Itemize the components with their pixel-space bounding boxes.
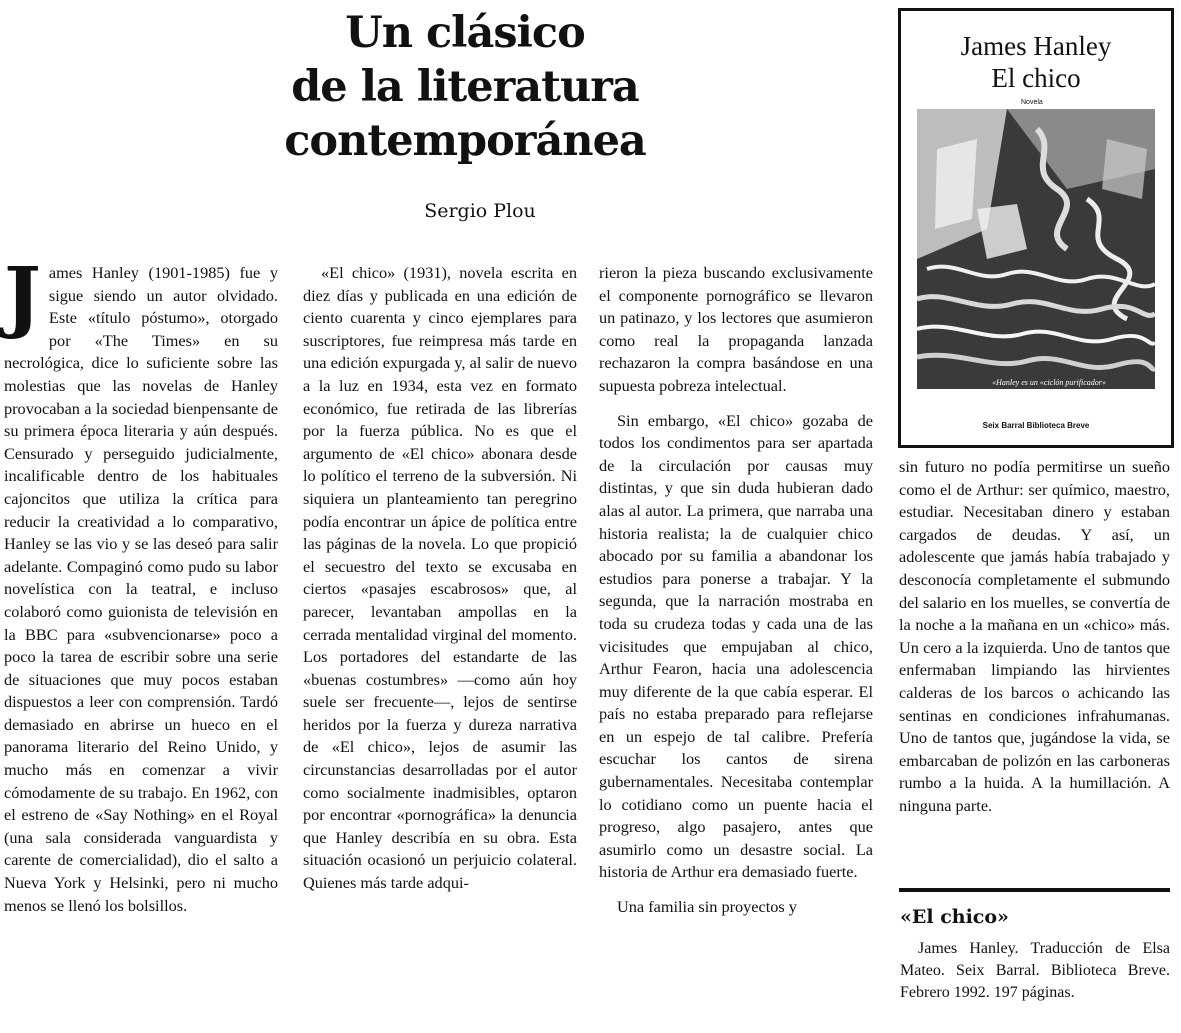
cover-quote	[949, 377, 1149, 398]
info-box-title: «El chico»	[900, 906, 1009, 928]
cover-publisher: Seix Barral Biblioteca Breve	[982, 421, 1090, 430]
article-column-3	[599, 262, 873, 919]
cover-illustration	[917, 109, 1155, 389]
article-paragraph: rieron la pieza buscando exclusivamente el componente pornográfico se llevaron un patinazo, y los lectores que asumieron como real la propaganda lanzada rechazaron la compra basándose en una supuesta pobreza intelectual.	[599, 263, 873, 395]
article-column-4	[899, 456, 1170, 818]
headline-line-2: de la literatura	[291, 62, 639, 112]
cover-author: James Hanley	[960, 31, 1112, 61]
article-paragraph	[4, 251, 278, 917]
article-paragraph: «El chico» (1931), novela escrita en diez días y publicada en una edición de ciento cuarenta y cinco ejemplares para suscriptores, fue reimpresa más tarde en una edición expurgada y, al salir de nuevo a la luz en 1934, esta vez en formato económico, fue retirada de las librerías por la fuerza pública. No es que el argumento de «El chico» abonara desde lo político el terreno de la subversión. Ni siquiera un planteamiento tan peregrino podía encontrar un ápice de política entre las páginas de la novela. Lo que propició el secuestro del texto se excusaba en ciertos «pasajes escabrosos» que, al parecer, levantaban ampollas en la cerrada mentalidad virginal del momento. Los portadores del estandarte de las «buenas costumbres» —como aún hoy suele ser frecuente—, lejos de sentirse heridos por la fuerza y dureza narrativa de «El chico», lejos de asumir las circunstancias desarrolladas por el autor como socialmente inadmisibles, optaron por encontrar «pornográfica» la denuncia que Hanley describía en su obra. Esta situación ocasionó un perjuicio colateral. Quienes más tarde adqui-	[303, 263, 577, 893]
info-box-rule	[899, 888, 1170, 892]
article-column-1	[4, 251, 278, 917]
headline-line-1: Un clásico	[345, 8, 585, 58]
cover-quote-text: «Hanley es un «ciclón purificador»	[992, 378, 1106, 387]
cover-quote-author: William Faulkner	[1020, 388, 1078, 397]
article-text: ames Hanley (1901-1985) fue y sigue siendo un autor olvidado. Este «título póstumo», otorgado por «The Times» en su necrológica, dice lo suficiente sobre las molestias que las novelas de Hanley provocaban a la sociedad bienpensante de su primera época literaria y aún después. Censurado y perseguido judicialmente, incalificable dentro de los habituales cajoncitos que utiliza la crítica para reducir la creatividad a lo comparativo, Hanley se las vio y se las deseó para salir adelante. Compaginó como pudo su labor novelística con la teatral, e incluso colaboró como guionista de televisión en la BBC para «subvencionarse» poco a poco la tarea de escribir sobre una serie de situaciones que muy pocos estaban dispuestos a leer con comprensión. Tardó demasiado en abrirse un hueco en el panorama literario del Reino Unido, y mucho más en comenzar a vivir cómodamente de su trabajo. En 1962, con el estreno de «Say Nothing» en el Royal (una sala considerada vanguardista y carente de comercialidad), dio el salto a Nueva York y Helsinki, pero ni mucho menos se llenó los bolsillos.	[4, 263, 278, 915]
article-paragraph: sin futuro no podía permitirse un sueño como el de Arthur: ser químico, maestro, estudiar. Necesitaban dinero y estaban cargados de deudas. Y así, un adolescente que jamás había trabajado y desconocía completamente el submundo del salario en los muelles, se convertía de la noche a la mañana en un «chico» más. Un cero a la izquierda. Uno de tantos que enfermaban limpiando las hirvientes calderas de los barcos o achicando las sentinas en condiciones infrahumanas. Uno de tantos que, jugándose la vida, se embarcaban de polizón en las carboneras rumbo a la huida. A la humillación. A ninguna parte.	[899, 457, 1170, 815]
cover-genre: Novela	[1021, 99, 1043, 106]
book-cover	[898, 8, 1174, 448]
headline	[240, 6, 690, 168]
byline: Sergio Plou	[424, 200, 536, 222]
article-paragraph: Una familia sin proyectos y	[617, 897, 797, 917]
cover-title: El chico	[991, 63, 1081, 93]
article-paragraph: Sin embargo, «El chico» gozaba de todos los condimentos para ser apartada de la circulación por causas muy distintas, y que sin duda hubieran dado alas al autor. La primera, que narraba una historia realista; la de cualquier chico abocado por su familia a abandonar los estudios para ponerse a trabajar. Y la segunda, que la narración mostraba en toda su crudeza todas y cada una de las vicisitudes que empujaban al chico, Arthur Fearon, hacia una adolescencia muy diferente de la que cabía esperar. El país no estaba preparado para reflejarse en un espejo de tal calibre. Prefería escuchar los cantos de sirena gubernamentales. Necesitaba contemplar lo cotidiano como un puente hacia el progreso, algo pasajero, antes que asumirlo como un desastre social. La historia de Arthur era demasiado fuerte.	[599, 410, 873, 882]
info-box-text: James Hanley. Traducción de Elsa Mateo. Seix Barral. Biblioteca Breve. Febrero 1992. 197 páginas.	[900, 940, 1170, 1001]
headline-line-3: contemporánea	[284, 116, 646, 166]
cover-illustration-icon	[917, 109, 1155, 389]
article-column-2	[303, 262, 577, 895]
drop-cap: J	[4, 251, 41, 342]
